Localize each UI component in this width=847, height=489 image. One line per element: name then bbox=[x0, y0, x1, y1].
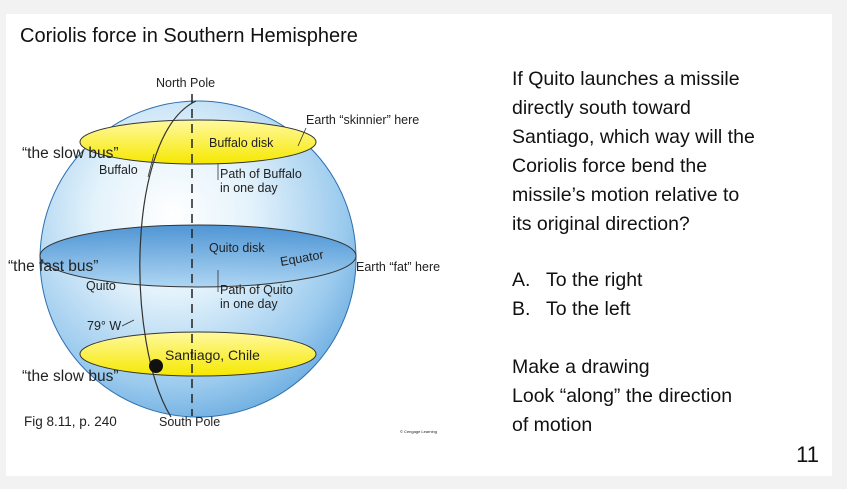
question-line: If Quito launches a missile bbox=[512, 68, 740, 90]
path-buffalo-label-2: in one day bbox=[220, 181, 278, 195]
path-quito-label-1: Path of Quito bbox=[220, 283, 293, 297]
longitude-label: 79° W bbox=[87, 319, 122, 333]
fast-bus-label: “the fast bus” bbox=[8, 258, 99, 275]
earth-skinnier-label: Earth “skinnier” here bbox=[306, 113, 420, 127]
option-text: To the left bbox=[546, 298, 631, 320]
option-a bbox=[512, 266, 642, 295]
figure-caption: Fig 8.11, p. 240 bbox=[24, 414, 117, 429]
instruction-line: of motion bbox=[512, 414, 593, 436]
question-text bbox=[512, 65, 812, 239]
south-pole-label: South Pole bbox=[159, 415, 221, 429]
answer-options bbox=[512, 266, 642, 324]
slide bbox=[6, 14, 832, 476]
question-line: directly south toward bbox=[512, 97, 691, 119]
path-quito-label-2: in one day bbox=[220, 297, 278, 311]
globe-figure bbox=[6, 14, 506, 476]
earth-fat-label: Earth “fat” here bbox=[356, 260, 441, 274]
question-line: Santiago, which way will the bbox=[512, 126, 755, 148]
buffalo-label: Buffalo bbox=[99, 163, 138, 177]
option-letter: A. bbox=[512, 269, 531, 291]
question-line: missile’s motion relative to bbox=[512, 184, 740, 206]
santiago-dot bbox=[149, 359, 163, 373]
option-text: To the right bbox=[546, 269, 643, 291]
north-pole-label: North Pole bbox=[156, 76, 216, 90]
instruction-line: Make a drawing bbox=[512, 356, 650, 378]
equator-label: Equator bbox=[279, 247, 325, 269]
option-b bbox=[512, 295, 642, 324]
buffalo-disk-label: Buffalo disk bbox=[209, 136, 274, 150]
credit-label: © Cengage Learning bbox=[400, 429, 437, 434]
slow-bus-top-label: “the slow bus” bbox=[22, 145, 119, 162]
santiago-label: Santiago, Chile bbox=[165, 347, 260, 363]
option-letter: B. bbox=[512, 298, 531, 320]
instruction-line: Look “along” the direction bbox=[512, 385, 733, 407]
question-line: Coriolis force bend the bbox=[512, 155, 708, 177]
question-line: its original direction? bbox=[512, 213, 690, 235]
instructions bbox=[512, 353, 732, 440]
quito-disk-label: Quito disk bbox=[209, 241, 265, 255]
slow-bus-bottom-label: “the slow bus” bbox=[22, 368, 119, 385]
path-buffalo-label-1: Path of Buffalo bbox=[220, 167, 302, 181]
page-number: 11 bbox=[796, 442, 819, 467]
slide-title: Coriolis force in Southern Hemisphere bbox=[20, 25, 358, 47]
quito-label: Quito bbox=[86, 279, 116, 293]
